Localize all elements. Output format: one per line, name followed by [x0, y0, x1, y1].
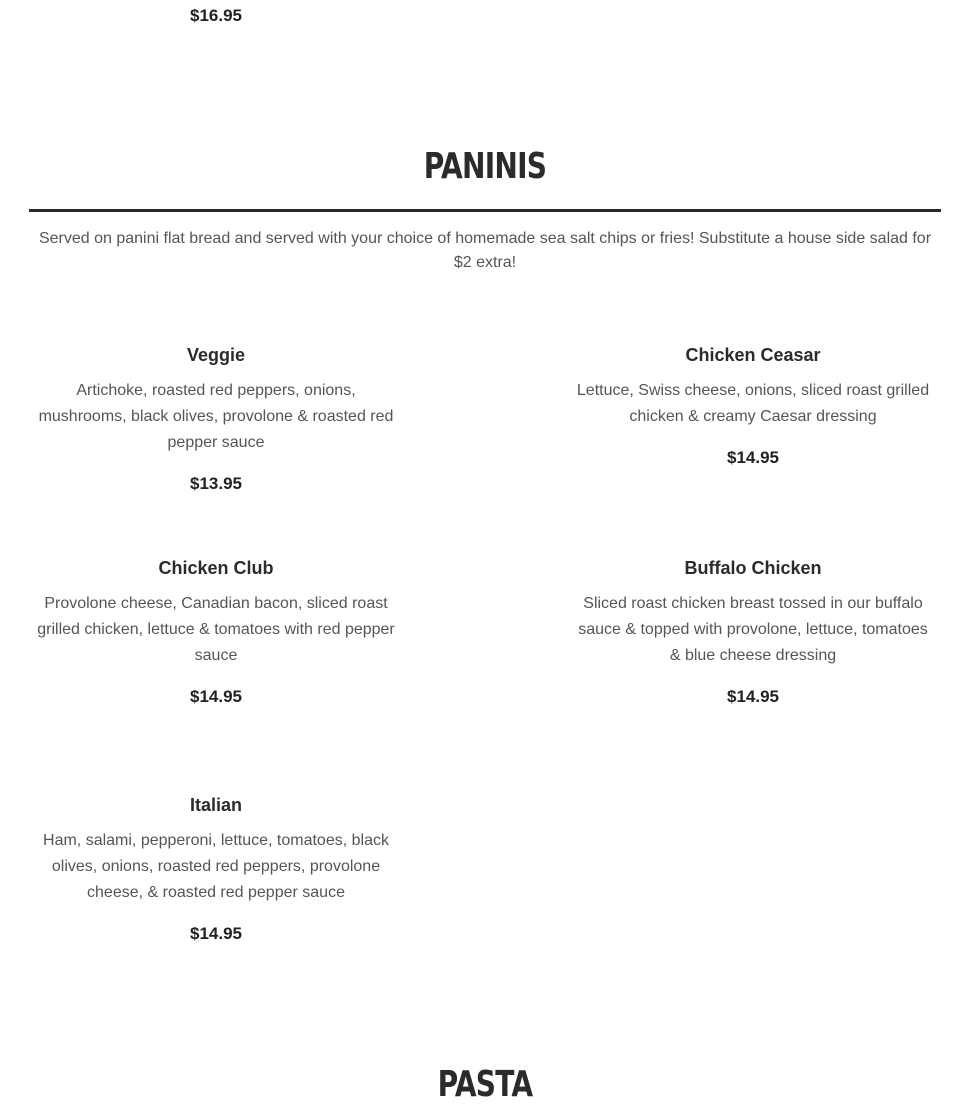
menu-item-name: Chicken Ceasar	[685, 345, 821, 365]
menu-item-chicken-club	[30, 555, 402, 707]
menu-item-price: $14.95	[727, 448, 779, 467]
menu-item-name: Italian	[189, 795, 242, 815]
menu-item-description: Lettuce, Swiss cheese, onions, sliced roast grilled chicken & creamy Caesar dressing	[576, 382, 930, 425]
menu-item-price: $14.95	[190, 687, 242, 706]
menu-item-name: Chicken Club	[158, 558, 274, 578]
menu-item-veggie	[30, 342, 402, 494]
menu-item-description: Ham, salami, pepperoni, lettuce, tomatoes, black olives, onions, roasted red peppers, provolone cheese, & roasted red pepper sauce	[43, 832, 389, 901]
menu-item-name: Buffalo Chicken	[684, 558, 822, 578]
menu-item-description: Artichoke, roasted red peppers, onions, mushrooms, black olives, provolone & roasted red pepper sauce	[38, 382, 394, 451]
menu-item-price: $14.95	[727, 687, 779, 706]
menu-item-buffalo-chicken	[567, 555, 939, 707]
section-divider	[29, 209, 941, 212]
menu-item-description: Sliced roast chicken breast tossed in our buffalo sauce & topped with provolone, lettuce, tomatoes & blue cheese dressing	[578, 595, 928, 664]
menu-item-price: $14.95	[190, 924, 242, 943]
menu-item-description: Provolone cheese, Canadian bacon, sliced roast grilled chicken, lettuce & tomatoes with red pepper sauce	[37, 595, 395, 664]
section-title-pasta: PASTA	[437, 1064, 533, 1105]
menu-item-chicken-ceasar	[567, 342, 939, 468]
menu-item-price: $13.95	[190, 474, 242, 493]
section-title-paninis: PANINIS	[423, 146, 547, 187]
section-description: Served on panini flat bread and served with your choice of homemade sea salt chips or fries! Substitute a house side salad for $2 extra!	[38, 230, 932, 271]
previous-item-price: $16.95	[190, 6, 242, 25]
menu-item-name: Veggie	[186, 345, 246, 365]
menu-item-italian	[30, 792, 402, 944]
